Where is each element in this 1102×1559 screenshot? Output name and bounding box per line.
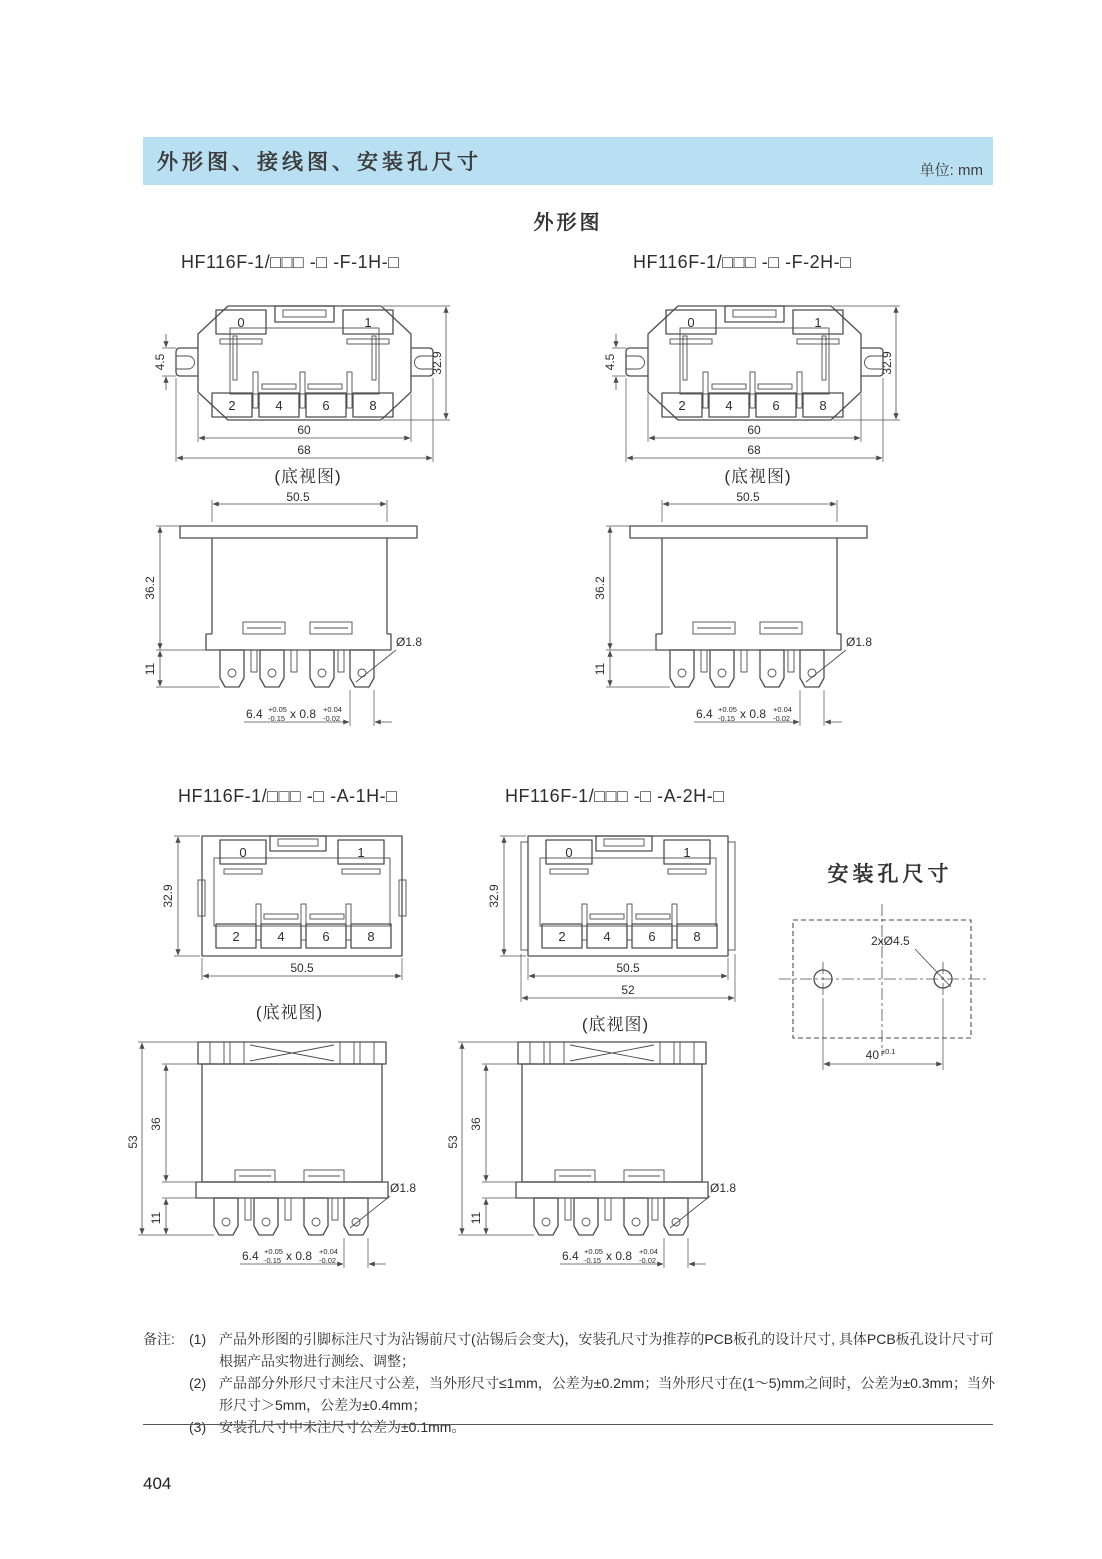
terminal-4: 4 bbox=[277, 929, 285, 944]
svg-text:-0.02: -0.02 bbox=[639, 1256, 657, 1265]
terminal-6: 6 bbox=[772, 398, 780, 413]
dim-case-width: 50.5 bbox=[290, 961, 314, 975]
relay-outline bbox=[176, 306, 433, 420]
dimension-lines bbox=[458, 1042, 710, 1268]
terminal-1: 1 bbox=[814, 315, 822, 330]
dim-side-height: 36.2 bbox=[593, 576, 607, 600]
dim-overall-width: 68 bbox=[747, 443, 761, 457]
dim-overall-height: 53 bbox=[446, 1135, 460, 1149]
hole-diameter-label: 2xØ4.5 bbox=[871, 934, 910, 948]
svg-text:x 0.8: x 0.8 bbox=[290, 707, 317, 721]
mounting-hole-title: 安装孔尺寸 bbox=[827, 863, 953, 886]
notes-label: 备注: bbox=[143, 1331, 175, 1347]
dim-hole-pitch-tol: ±0.1 bbox=[881, 1047, 896, 1056]
terminal-4: 4 bbox=[275, 398, 283, 413]
drawing-f2h-bottom-view bbox=[603, 296, 908, 481]
dim-flange-offset: 4.5 bbox=[603, 353, 617, 371]
dim-pin-length: 11 bbox=[469, 1211, 483, 1225]
caption-bottom-view: (底视图) bbox=[255, 1003, 324, 1022]
model-label-f1h: HF116F-1/□□□ -□ -F-1H-□ bbox=[181, 252, 400, 272]
dimension-lines bbox=[606, 500, 846, 726]
svg-text:-0.15: -0.15 bbox=[584, 1256, 602, 1265]
relay-outline bbox=[516, 1042, 708, 1235]
svg-text:6.4: 6.4 bbox=[242, 1249, 259, 1263]
svg-text:+0.05: +0.05 bbox=[268, 705, 287, 714]
dim-overall-width: 68 bbox=[297, 443, 311, 457]
terminal-6: 6 bbox=[648, 929, 656, 944]
relay-outline bbox=[521, 836, 735, 956]
relay-outline bbox=[198, 836, 406, 956]
svg-text:-0.02: -0.02 bbox=[319, 1256, 337, 1265]
relay-outline bbox=[196, 1042, 388, 1235]
page-title: 外形图、接线图、安装孔尺寸 bbox=[157, 151, 482, 174]
terminal-1: 1 bbox=[683, 845, 691, 860]
caption-bottom-view: (底视图) bbox=[724, 467, 792, 486]
header-bar bbox=[143, 137, 993, 185]
svg-text:+0.05: +0.05 bbox=[264, 1247, 283, 1256]
svg-text:-0.02: -0.02 bbox=[323, 714, 341, 723]
dim-height: 32.9 bbox=[161, 884, 175, 908]
caption-bottom-view: (底视图) bbox=[274, 467, 342, 486]
dim-case-width-outer: 52 bbox=[621, 983, 635, 997]
drawing-f2h-side-view bbox=[590, 492, 900, 742]
pin-tolerance-label bbox=[246, 705, 342, 723]
pin-tolerance-label bbox=[696, 705, 792, 723]
dim-pin-hole: Ø1.8 bbox=[390, 1181, 417, 1195]
dim-flange-offset: 4.5 bbox=[153, 353, 167, 371]
terminal-1: 1 bbox=[357, 845, 365, 860]
svg-text:6.4: 6.4 bbox=[246, 707, 263, 721]
svg-text:x 0.8: x 0.8 bbox=[740, 707, 767, 721]
relay-outline bbox=[630, 526, 867, 687]
dim-body-width: 60 bbox=[747, 423, 761, 437]
pin-tolerance-label bbox=[562, 1247, 658, 1265]
terminal-8: 8 bbox=[693, 929, 701, 944]
svg-text:-0.15: -0.15 bbox=[718, 714, 736, 723]
dim-pin-length: 11 bbox=[593, 662, 607, 676]
svg-text:+0.04: +0.04 bbox=[319, 1247, 338, 1256]
svg-text:-0.15: -0.15 bbox=[268, 714, 286, 723]
pin-tolerance-label bbox=[242, 1247, 338, 1265]
dim-case-width: 50.5 bbox=[286, 490, 310, 504]
footer-divider bbox=[143, 1424, 993, 1425]
drawing-a2h-side-view bbox=[446, 1032, 772, 1277]
notes-block bbox=[143, 1328, 995, 1439]
terminal-8: 8 bbox=[369, 398, 377, 413]
dim-hole-pitch: 40 bbox=[865, 1048, 879, 1062]
svg-text:+0.05: +0.05 bbox=[718, 705, 737, 714]
mounting-outline bbox=[779, 904, 987, 1056]
drawing-a1h-side-view bbox=[126, 1032, 452, 1277]
dim-body-height: 36 bbox=[469, 1117, 483, 1131]
svg-text:+0.04: +0.04 bbox=[323, 705, 342, 714]
relay-outline bbox=[180, 526, 417, 687]
dimension-lines bbox=[823, 998, 943, 1070]
svg-text:+0.04: +0.04 bbox=[639, 1247, 658, 1256]
dim-pin-length: 11 bbox=[149, 1211, 163, 1225]
note-item: (1) 产品外形图的引脚标注尺寸为沾锡前尺寸(沾锡后会变大)，安装孔尺寸为推荐的PCB板孔的设计尺寸, 具体PCB板孔设计尺寸可根据产品实物进行测绘、调整； bbox=[189, 1331, 994, 1370]
dim-case-width: 50.5 bbox=[616, 961, 640, 975]
svg-text:-0.15: -0.15 bbox=[264, 1256, 282, 1265]
terminal-2: 2 bbox=[558, 929, 566, 944]
terminal-2: 2 bbox=[232, 929, 240, 944]
terminal-0: 0 bbox=[239, 845, 247, 860]
terminal-4: 4 bbox=[603, 929, 611, 944]
terminal-0: 0 bbox=[237, 315, 245, 330]
dimension-lines bbox=[138, 1042, 390, 1268]
svg-text:+0.04: +0.04 bbox=[773, 705, 792, 714]
dim-height: 32.9 bbox=[430, 351, 444, 375]
terminal-1: 1 bbox=[364, 315, 372, 330]
dim-body-height: 36 bbox=[149, 1117, 163, 1131]
svg-text:x 0.8: x 0.8 bbox=[606, 1249, 633, 1263]
terminal-2: 2 bbox=[228, 398, 236, 413]
note-item: (2) 产品部分外形尺寸未注尺寸公差，当外形尺寸≤1mm，公差为±0.2mm；当外形尺寸在(1～5)mm之间时，公差为±0.3mm；当外形尺寸＞5mm，公差为±0.4mm； bbox=[189, 1375, 995, 1414]
drawing-f1h-bottom-view bbox=[153, 296, 458, 481]
dimension-lines bbox=[156, 500, 396, 726]
model-label-a2h: HF116F-1/□□□ -□ -A-2H-□ bbox=[505, 786, 725, 806]
dim-height: 32.9 bbox=[880, 351, 894, 375]
dim-height: 32.9 bbox=[487, 884, 501, 908]
drawing-f1h-side-view bbox=[140, 492, 450, 742]
dim-case-width: 50.5 bbox=[736, 490, 760, 504]
svg-text:6.4: 6.4 bbox=[696, 707, 713, 721]
svg-text:-0.02: -0.02 bbox=[773, 714, 791, 723]
dim-overall-height: 53 bbox=[126, 1135, 140, 1149]
dim-side-height: 36.2 bbox=[143, 576, 157, 600]
svg-text:x 0.8: x 0.8 bbox=[286, 1249, 313, 1263]
terminal-8: 8 bbox=[819, 398, 827, 413]
svg-text:+0.05: +0.05 bbox=[584, 1247, 603, 1256]
terminal-0: 0 bbox=[565, 845, 573, 860]
drawing-a2h-bottom-view bbox=[488, 828, 743, 1014]
relay-outline bbox=[626, 306, 883, 420]
dim-pin-length: 11 bbox=[143, 662, 157, 676]
unit-label: 单位: mm bbox=[919, 162, 983, 179]
terminal-2: 2 bbox=[678, 398, 686, 413]
terminal-0: 0 bbox=[687, 315, 695, 330]
section-title-outline: 外形图 bbox=[533, 212, 603, 234]
drawing-a1h-bottom-view bbox=[162, 828, 417, 1000]
note-item: (3) 安装孔尺寸中未注尺寸公差为±0.1mm。 bbox=[189, 1419, 466, 1436]
model-label-a1h: HF116F-1/□□□ -□ -A-1H-□ bbox=[178, 786, 398, 806]
dim-pin-hole: Ø1.8 bbox=[396, 635, 423, 649]
svg-text:6.4: 6.4 bbox=[562, 1249, 579, 1263]
page-number: 404 bbox=[143, 1474, 172, 1493]
caption-bottom-view: (底视图) bbox=[581, 1015, 650, 1034]
terminal-8: 8 bbox=[367, 929, 375, 944]
terminal-4: 4 bbox=[725, 398, 733, 413]
terminal-6: 6 bbox=[322, 398, 330, 413]
dim-pin-hole: Ø1.8 bbox=[846, 635, 873, 649]
dim-pin-hole: Ø1.8 bbox=[710, 1181, 737, 1195]
drawing-mounting-holes bbox=[775, 892, 1005, 1092]
terminal-6: 6 bbox=[322, 929, 330, 944]
dim-body-width: 60 bbox=[297, 423, 311, 437]
model-label-f2h: HF116F-1/□□□ -□ -F-2H-□ bbox=[633, 252, 852, 272]
